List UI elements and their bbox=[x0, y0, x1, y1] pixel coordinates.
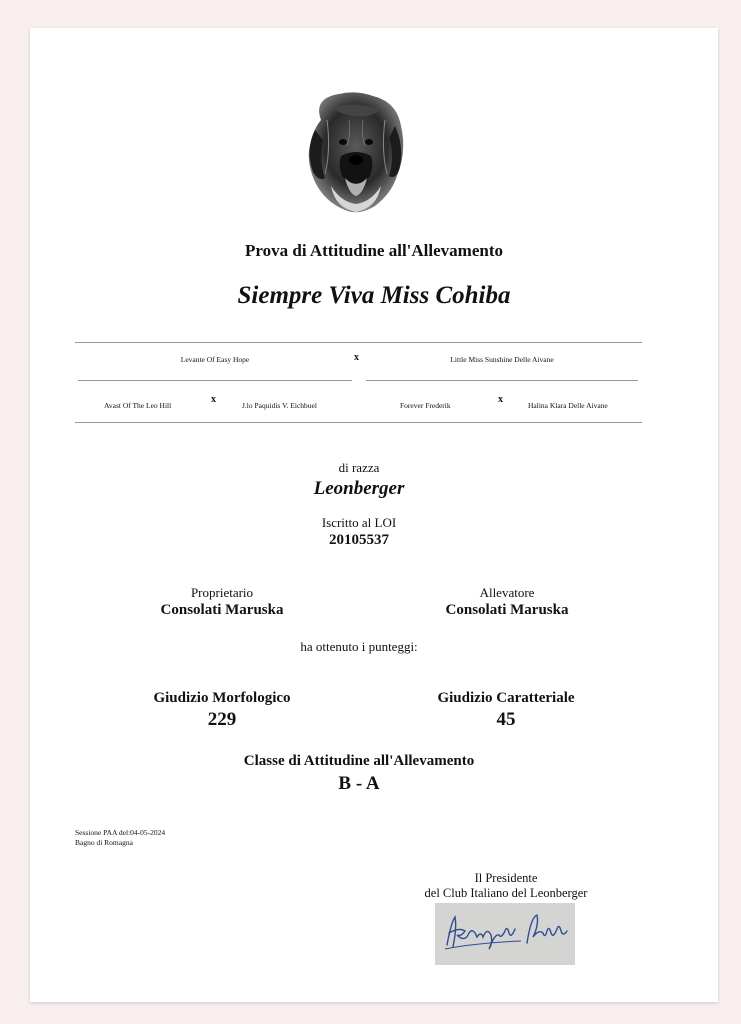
pedigree-sire-rule bbox=[78, 380, 352, 381]
owner-name: Consolati Maruska bbox=[160, 602, 284, 618]
dam-parents-separator: x bbox=[498, 394, 503, 405]
registry-label: Iscritto al LOI bbox=[321, 515, 397, 530]
sire-dam-separator: x bbox=[354, 352, 359, 363]
class-value: B - A bbox=[338, 773, 380, 794]
leonberger-head-logo bbox=[301, 90, 411, 218]
morphological-score-value: 229 bbox=[207, 709, 237, 730]
dam-name: Little Miss Sunshine Delle Aivane bbox=[450, 355, 554, 364]
certificate-page bbox=[30, 28, 718, 1002]
sire-name: Levante Of Easy Hope bbox=[180, 355, 250, 364]
sire-parents-separator: x bbox=[211, 394, 216, 405]
sire-sire-name: Avast Of The Leo Hill bbox=[104, 401, 172, 410]
pedigree-dam-rule bbox=[366, 380, 638, 381]
certificate-title: Prova di Attitudine all'Allevamento bbox=[245, 241, 503, 260]
session-date: Sessione PAA del:04-05-2024 bbox=[75, 828, 166, 837]
dog-name: Siempre Viva Miss Cohiba bbox=[237, 282, 511, 309]
scores-intro: ha ottenuto i punteggi: bbox=[300, 639, 418, 654]
dam-dam-name: Halina Klara Delle Aivane bbox=[528, 401, 608, 410]
signature-image bbox=[435, 903, 575, 965]
president-club: del Club Italiano del Leonberger bbox=[424, 886, 588, 900]
session-location: Bagno di Romagna bbox=[75, 838, 133, 847]
president-title: Il Presidente bbox=[474, 871, 538, 885]
pedigree-bottom-rule bbox=[75, 422, 642, 423]
breed-label: di razza bbox=[338, 460, 380, 475]
breeder-name: Consolati Maruska bbox=[445, 602, 569, 618]
character-score-value: 45 bbox=[496, 709, 516, 730]
owner-label: Proprietario bbox=[190, 585, 254, 600]
handwritten-signature bbox=[435, 903, 575, 965]
pedigree-top-rule bbox=[75, 342, 642, 343]
breed-value: Leonberger bbox=[313, 478, 405, 499]
sire-dam-name: J.lo Paquidis V. Eichbuel bbox=[242, 401, 317, 410]
class-label: Classe di Attitudine all'Allevamento bbox=[243, 753, 475, 769]
morphological-score-label: Giudizio Morfologico bbox=[153, 690, 291, 706]
dam-sire-name: Forever Frederik bbox=[400, 401, 451, 410]
character-score-label: Giudizio Caratteriale bbox=[437, 690, 575, 706]
breeder-label: Allevatore bbox=[479, 585, 535, 600]
registry-number: 20105537 bbox=[329, 532, 389, 548]
